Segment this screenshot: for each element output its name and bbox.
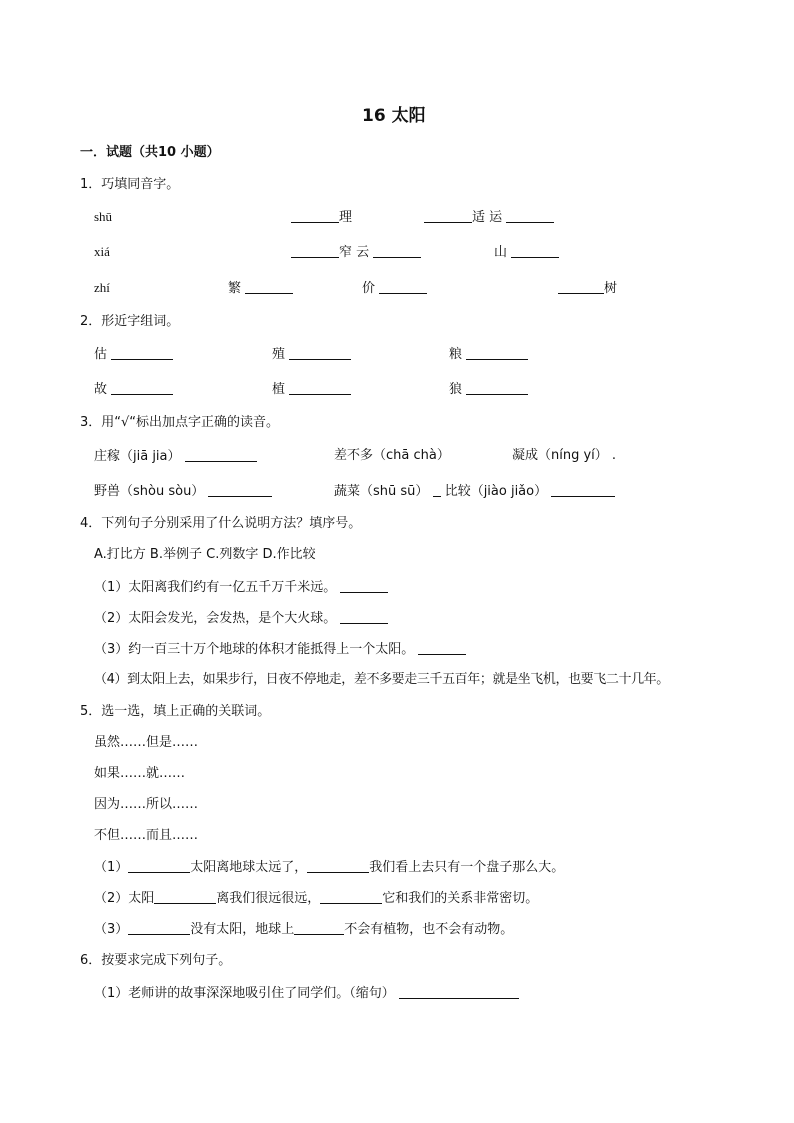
q1-row3-item3: 树	[558, 280, 617, 297]
q1-pinyin-3: zhí	[94, 280, 110, 295]
q5-sentence-1: （1） 太阳离地球太远了， 我们看上去只有一个盘子那么大。	[94, 860, 565, 875]
answer-blank[interactable]	[111, 381, 173, 395]
page-title: 16 太阳	[362, 106, 426, 126]
answer-blank[interactable]	[128, 859, 190, 873]
answer-blank[interactable]	[511, 244, 559, 258]
q1-row2-item1: 窄 云	[291, 244, 421, 261]
q2-prompt: 2．形近字组词。	[80, 314, 180, 329]
q5-sentence-2: （2）太阳 离我们很远很远， 它和我们的关系非常密切。	[94, 891, 539, 906]
answer-blank[interactable]	[340, 610, 388, 624]
q1-row1-item2: 适 运	[424, 209, 554, 226]
answer-blank[interactable]	[433, 483, 441, 497]
q3-row1-item1: 庄稼（jiā jia）	[94, 448, 257, 465]
answer-blank[interactable]	[294, 921, 344, 935]
q1-prompt: 1．巧填同音字。	[80, 177, 180, 192]
q4-item-4: （4）到太阳上去，如果步行，日夜不停地走，差不多要走三千五百年；就是坐飞机，也要飞二十几年。	[94, 672, 669, 687]
q2-row1-item3: 粮	[449, 346, 528, 363]
answer-blank[interactable]	[185, 448, 257, 462]
answer-blank[interactable]	[128, 921, 190, 935]
q4-item-2: （2）太阳会发光，会发热，是个大火球。	[94, 610, 388, 627]
answer-blank[interactable]	[558, 280, 604, 294]
q4-prompt: 4．下列句子分别采用了什么说明方法？填序号。	[80, 516, 362, 531]
q5-word-4: 不但……而且……	[94, 828, 199, 843]
answer-blank[interactable]	[373, 244, 421, 258]
answer-blank[interactable]	[379, 280, 427, 294]
q4-options: A.打比方 B.举例子 C.列数字 D.作比较	[94, 547, 316, 562]
answer-blank[interactable]	[289, 346, 351, 360]
q2-row1-item2: 殖	[272, 346, 351, 363]
q1-row1-item1: 理	[291, 209, 352, 226]
answer-blank[interactable]	[208, 483, 272, 497]
q5-word-1: 虽然……但是……	[94, 735, 199, 750]
q6-prompt: 6．按要求完成下列句子。	[80, 953, 232, 968]
q3-row1-item3: 凝成（níng yí） .	[512, 448, 617, 463]
q6-item-1: （1）老师讲的故事深深地吸引住了同学们。（缩句）	[94, 985, 519, 1002]
q3-row2-item1: 野兽（shòu sòu）	[94, 483, 272, 500]
q3-row1-item2: 差不多（chā chà）	[334, 448, 450, 463]
q2-row2-item1: 故	[94, 381, 173, 398]
q3-row2-item2: 蔬菜（shū sū） 比较（jiào jiǎo）	[334, 483, 615, 500]
q2-row1-item1: 估	[94, 346, 173, 363]
q4-item-3: （3）约一百三十万个地球的体积才能抵得上一个太阳。	[94, 641, 466, 658]
answer-blank[interactable]	[289, 381, 351, 395]
q1-pinyin-2: xiá	[94, 244, 110, 259]
answer-blank[interactable]	[111, 346, 173, 360]
q2-row2-item2: 植	[272, 381, 351, 398]
answer-blank[interactable]	[466, 381, 528, 395]
q1-row3-item1: 繁	[228, 280, 293, 297]
answer-blank[interactable]	[399, 985, 519, 999]
answer-blank[interactable]	[307, 859, 369, 873]
answer-blank[interactable]	[291, 244, 339, 258]
q2-row2-item3: 狼	[449, 381, 528, 398]
answer-blank[interactable]	[320, 890, 382, 904]
q1-row2-item2: 山	[494, 244, 559, 261]
section-heading: 一．试题（共10 小题）	[80, 145, 220, 160]
answer-blank[interactable]	[424, 209, 472, 223]
answer-blank[interactable]	[245, 280, 293, 294]
q1-pinyin-1: shū	[94, 209, 113, 224]
answer-blank[interactable]	[154, 890, 216, 904]
answer-blank[interactable]	[340, 579, 388, 593]
q3-prompt: 3．用“√“标出加点字正确的读音。	[80, 415, 280, 430]
answer-blank[interactable]	[551, 483, 615, 497]
q5-sentence-3: （3） 没有太阳，地球上 不会有植物，也不会有动物。	[94, 922, 514, 937]
answer-blank[interactable]	[466, 346, 528, 360]
q5-prompt: 5．选一选，填上正确的关联词。	[80, 704, 271, 719]
answer-blank[interactable]	[291, 209, 339, 223]
q5-word-3: 因为……所以……	[94, 797, 199, 812]
answer-blank[interactable]	[506, 209, 554, 223]
answer-blank[interactable]	[418, 641, 466, 655]
q5-word-2: 如果……就……	[94, 766, 186, 781]
q4-item-1: （1）太阳离我们约有一亿五千万千米远。	[94, 579, 388, 596]
q1-row3-item2: 价	[362, 280, 427, 297]
